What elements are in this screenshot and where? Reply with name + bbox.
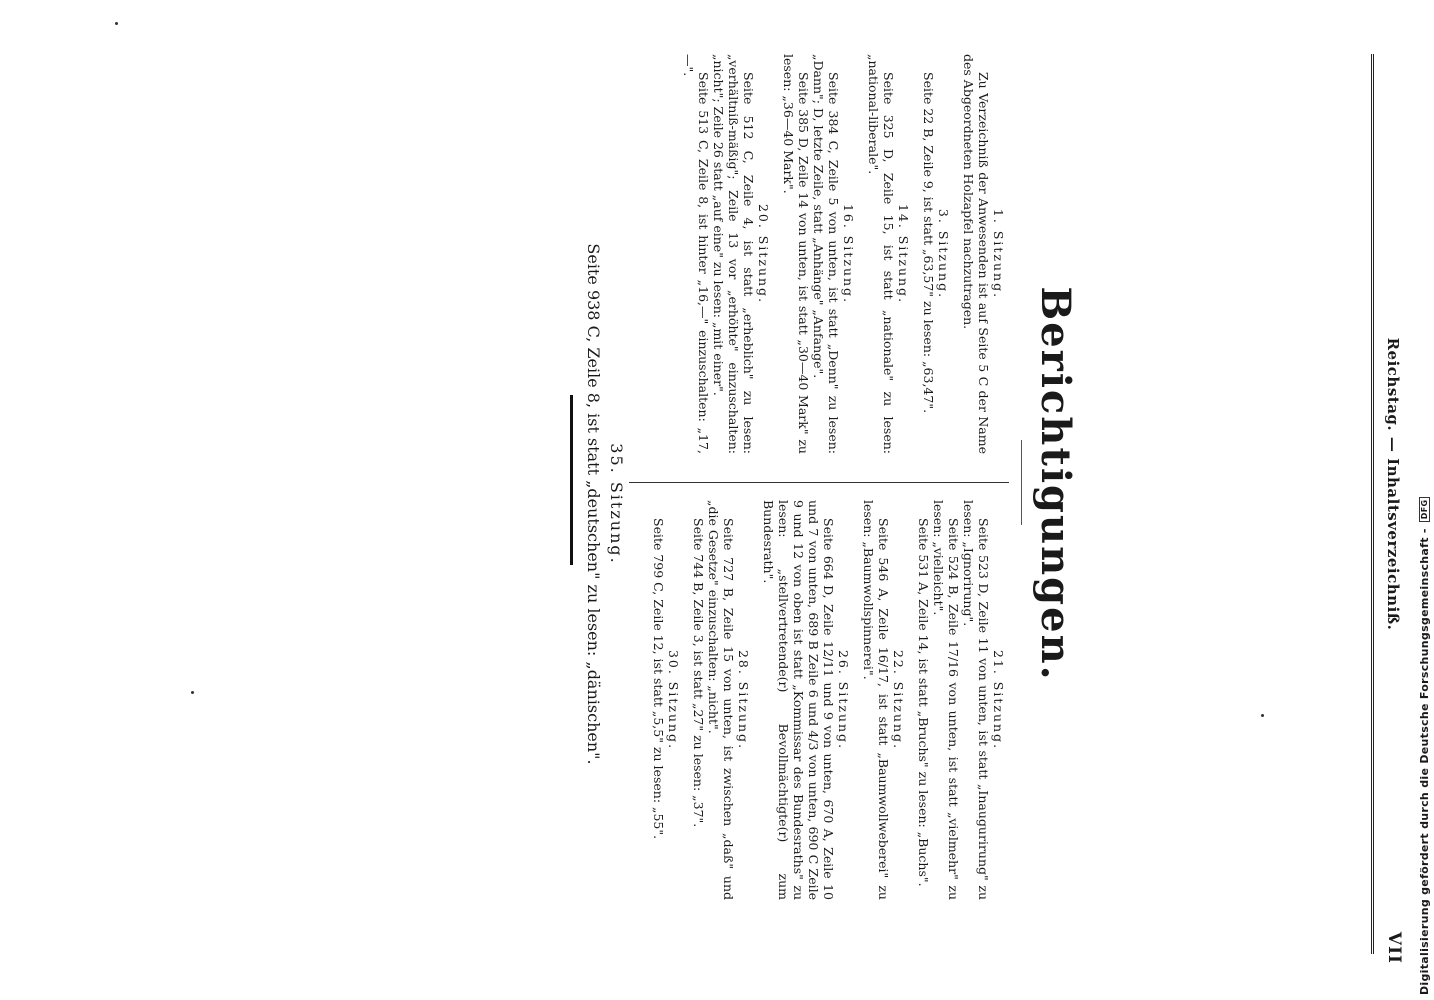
correction-entry: Seite 384 C, Zeile 5 von unten, ist statt „Denn" zu lesen: „Dann"; D, letzte Zeile, statt „Anhänge" „Anfange". bbox=[811, 54, 841, 454]
session-block bbox=[781, 54, 856, 454]
session-heading: 22. Sitzung. bbox=[891, 649, 906, 751]
final-session-block bbox=[584, 54, 626, 954]
right-column bbox=[651, 500, 1006, 900]
dfg-logo: DFG bbox=[1419, 497, 1430, 523]
session-heading: 20. Sitzung. bbox=[756, 203, 771, 305]
session-heading: 35. Sitzung. bbox=[607, 443, 626, 565]
session-block bbox=[691, 500, 751, 900]
correction-entry: Seite 22 B, Zeile 9, ist statt „63,57" zu lesen: „63,47". bbox=[921, 72, 936, 414]
session-heading: 1. Sitzung. bbox=[991, 208, 1006, 300]
correction-entry: Seite 524 B, Zeile 17/16 von unten, ist statt „vielmehr" zu lesen: „vielleicht". bbox=[931, 500, 961, 900]
session-block bbox=[761, 500, 851, 900]
correction-entry: Seite 325 D, Zeile 15, ist statt „nationale" zu lesen: „national-liberale". bbox=[866, 54, 896, 454]
digitization-footer bbox=[1418, 5, 1431, 995]
correction-entry: Seite 727 B, Zeile 15 von unten, ist zwischen „daß" und „die Gesetze" einzuschalten: „nicht". bbox=[706, 500, 736, 900]
session-block bbox=[961, 54, 1006, 454]
session-block bbox=[681, 54, 771, 454]
correction-entry: Seite 938 C, Zeile 8, ist statt „deutschen" zu lesen: „dänischen". bbox=[584, 243, 603, 765]
page-number: VII bbox=[1384, 931, 1404, 964]
correction-entry: Seite 512 C, Zeile 4, ist statt „erheblich" zu lesen: „verhältniß-mäßig"; Zeile 13 vor „erhöhte" einzuschalten: „nicht"; Zeile 26 statt „auf eine" zu lesen: „mit einer". bbox=[711, 54, 756, 454]
correction-entry: Seite 523 D, Zeile 11 von unten, ist statt „Inaugurirung" zu lesen: „Ignorirung". bbox=[961, 500, 991, 900]
correction-entry: Seite 744 B, Zeile 3, ist statt „27" zu lesen: „37". bbox=[691, 518, 706, 828]
page-title: Berichtigungen. bbox=[1032, 286, 1079, 682]
session-heading: 21. Sitzung. bbox=[991, 649, 1006, 751]
title-rule bbox=[1021, 440, 1022, 525]
session-block bbox=[921, 54, 951, 454]
session-block bbox=[916, 500, 1006, 900]
column-divider bbox=[629, 482, 1009, 483]
scan-speck bbox=[191, 691, 194, 694]
session-block bbox=[861, 500, 906, 900]
session-heading: 28. Sitzung. bbox=[736, 649, 751, 751]
correction-entry: Seite 799 C, Zeile 12, ist statt „5,5" zu lesen: „55". bbox=[651, 518, 666, 840]
correction-entry: Seite 531 A, Zeile 14, ist statt „Bruchs" zu lesen: „Buchs". bbox=[916, 518, 931, 887]
session-heading: 14. Sitzung. bbox=[896, 203, 911, 305]
correction-entry: Seite 546 A, Zeile 16/17, ist statt „Baumwollweberei" zu lesen: „Baumwollspinnerei". bbox=[861, 500, 891, 900]
correction-entry: Seite 513 C, Zeile 8, ist hinter „16,—" einzuschalten: „17,—". bbox=[681, 54, 711, 454]
session-heading: 3. Sitzung. bbox=[936, 208, 951, 300]
footer-text: Digitalisierung gefördert durch die Deutsche Forschungsgemeinschaft - bbox=[1418, 528, 1431, 995]
end-rule bbox=[570, 395, 573, 565]
scan-speck bbox=[115, 22, 118, 25]
header-title: Reichstag. — Inhaltsverzeichniß. bbox=[1384, 337, 1402, 631]
session-heading: 26. Sitzung. bbox=[836, 649, 851, 751]
scan-speck bbox=[1261, 714, 1264, 717]
header-rule bbox=[1371, 54, 1374, 954]
session-heading: 30. Sitzung. bbox=[666, 649, 681, 751]
correction-entry: Zu Verzeichniß der Anwesenden ist auf Seite 5 C der Name des Abgeordneten Holzapfel nachzutragen. bbox=[961, 54, 991, 454]
left-column bbox=[681, 54, 1006, 454]
correction-entry: Seite 664 D, Zeile 12/11 und 9 von unten, 670 A, Zeile 10 und 7 von unten, 689 B Zeile 6 und 4/3 von unten, 690 C Zeile 9 und 12 von oben ist statt „Kommissar des Bundesraths" zu lesen: „stellvertretende(r) Bevollmächtigte(r) zum Bundesrath". bbox=[761, 500, 836, 900]
session-block bbox=[866, 54, 911, 454]
running-header bbox=[1384, 54, 1404, 964]
correction-entry: Seite 385 D, Zeile 14 von unten, ist statt „30—40 Mark" zu lesen: „36—40 Mark". bbox=[781, 54, 811, 454]
session-block bbox=[651, 500, 681, 900]
session-heading: 16. Sitzung. bbox=[841, 203, 856, 305]
